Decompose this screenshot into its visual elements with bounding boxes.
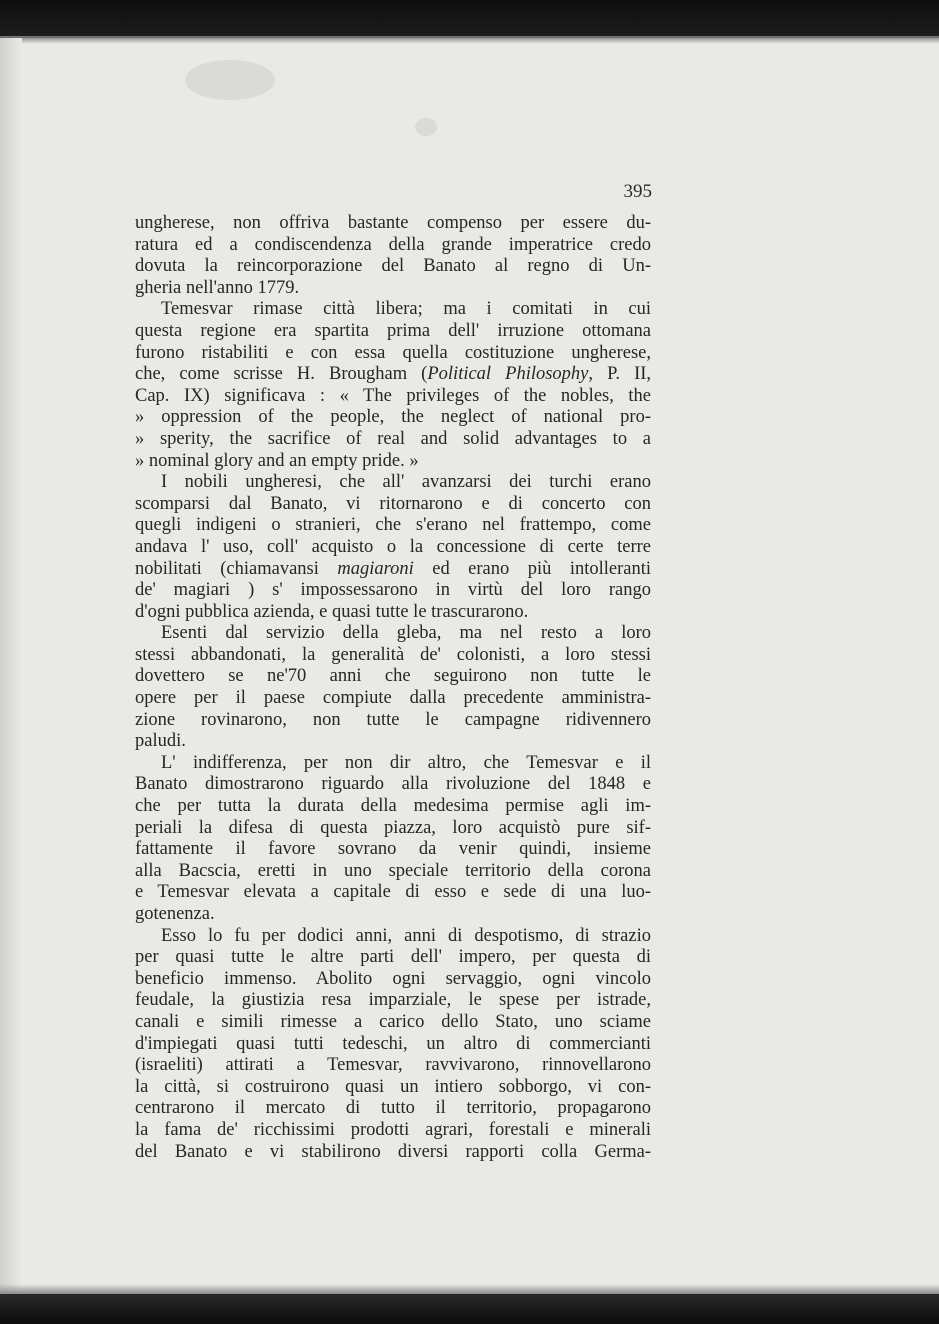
text-line: per quasi tutte le altre parti dell' impero, per questa di [135,947,651,968]
text-line: beneficio immenso. Abolito ogni servaggio, ogni vincolo [135,968,651,989]
page-number: 395 [623,181,652,202]
text-line: quegli indigeni o stranieri, che s'erano nel frattempo, come [135,515,651,536]
text-line: zione rovinarono, non tutte le campagne ridivennero [135,709,651,730]
text-line: che, come scrisse H. Brougham (Political Philosophy, P. II, [135,364,652,385]
text-line: I nobili ungheresi, che all' avanzarsi dei turchi erano [161,472,651,493]
text-line: feudale, la giustizia resa imparziale, le spese per istrade, [135,990,651,1011]
scan-bottom-shadow [0,1284,939,1294]
text-line: paludi. [135,731,186,752]
text-line: andava l' uso, coll' acquisto o la concessione di certe terre [135,536,651,557]
text-line: la città, si costruirono quasi un intiero sobborgo, vi con- [135,1076,651,1097]
text-line: dovettero se ne'70 anni che seguirono non tutte le [135,666,651,687]
text-line: d'impiegati quasi tutti tedeschi, un altro di commercianti [135,1033,651,1054]
text-line: L' indifferenza, per non dir altro, che Temesvar e il [161,752,651,773]
text-line: ungherese, non offriva bastante compenso per essere du- [135,213,651,233]
scan-left-shadow [0,38,22,1294]
text-line: Esenti dal servizio della gleba, ma nel resto a loro [161,623,651,644]
text-line: stessi abbandonati, la generalità de' colonisti, a loro stessi [135,644,651,665]
text-line: opere per il paese compiute dalla precedente amministra- [135,688,651,709]
text-line: Esso lo fu per dodici anni, anni di despotismo, di strazio [161,925,651,946]
text-line: la fama de' ricchissimi prodotti agrari, forestali e minerali [135,1119,651,1140]
text-line: » nominal glory and an empty pride. » [135,450,419,471]
text-line: centrarono il mercato di tutto il territorio, propagarono [135,1098,651,1119]
text-line: del Banato e vi stabilirono diversi rapporti colla Germa- [135,1141,651,1162]
text-line: che per tutta la durata della medesima permise agli im- [135,796,651,817]
paper-stain [415,118,437,136]
text-line: furono ristabiliti e con essa quella costituzione ungherese, [135,342,651,363]
text-line: Cap. IX) significava : « The privileges of the nobles, the [135,385,651,406]
text-line: fattamente il favore sovrano da venir quindi, insieme [135,839,651,860]
text-line: gheria nell'anno 1779. [135,277,300,298]
text-line: » oppression of the people, the neglect of national pro- [135,407,651,428]
text-line: questa regione era spartita prima dell' irruzione ottomana [135,320,651,341]
paper-stain [185,60,275,100]
text-line: e Temesvar elevata a capitale di esso e sede di una luo- [135,882,651,903]
text-line: Temesvar rimase città libera; ma i comitati in cui [161,299,651,320]
text-line: canali e simili rimesse a carico dello Stato, uno sciame [135,1011,651,1032]
text-line: d'ogni pubblica azienda, e quasi tutte le trascurarono. [135,601,529,622]
text-line: dovuta la reincorporazione del Banato al regno di Un- [135,256,651,277]
scan-bottom-edge [0,1294,939,1324]
scan-top-edge [0,0,939,38]
text-line: scomparsi dal Banato, vi ritornarono e di concerto con [135,493,651,514]
text-line: periali la difesa di questa piazza, loro acquistò pure sif- [135,817,651,838]
text-line: gotenenza. [135,904,215,924]
text-line: nobilitati (chiamavansi magiaroni ed erano più intolleranti [135,558,651,579]
text-line: Banato dimostrarono riguardo alla rivoluzione del 1848 e [135,774,651,795]
text-line: ratura ed a condiscendenza della grande imperatrice credo [135,234,651,255]
scan-top-shadow [0,36,939,44]
body-text [135,213,651,1163]
text-line: de' magiari ) s' impossessarono in virtù del loro rango [135,580,651,601]
text-line: (israeliti) attirati a Temesvar, ravvivarono, rinnovellarono [135,1055,651,1076]
text-line: » sperity, the sacrifice of real and solid advantages to a [135,428,651,449]
text-line: alla Bacscia, eretti in uno speciale territorio della corona [135,860,651,881]
